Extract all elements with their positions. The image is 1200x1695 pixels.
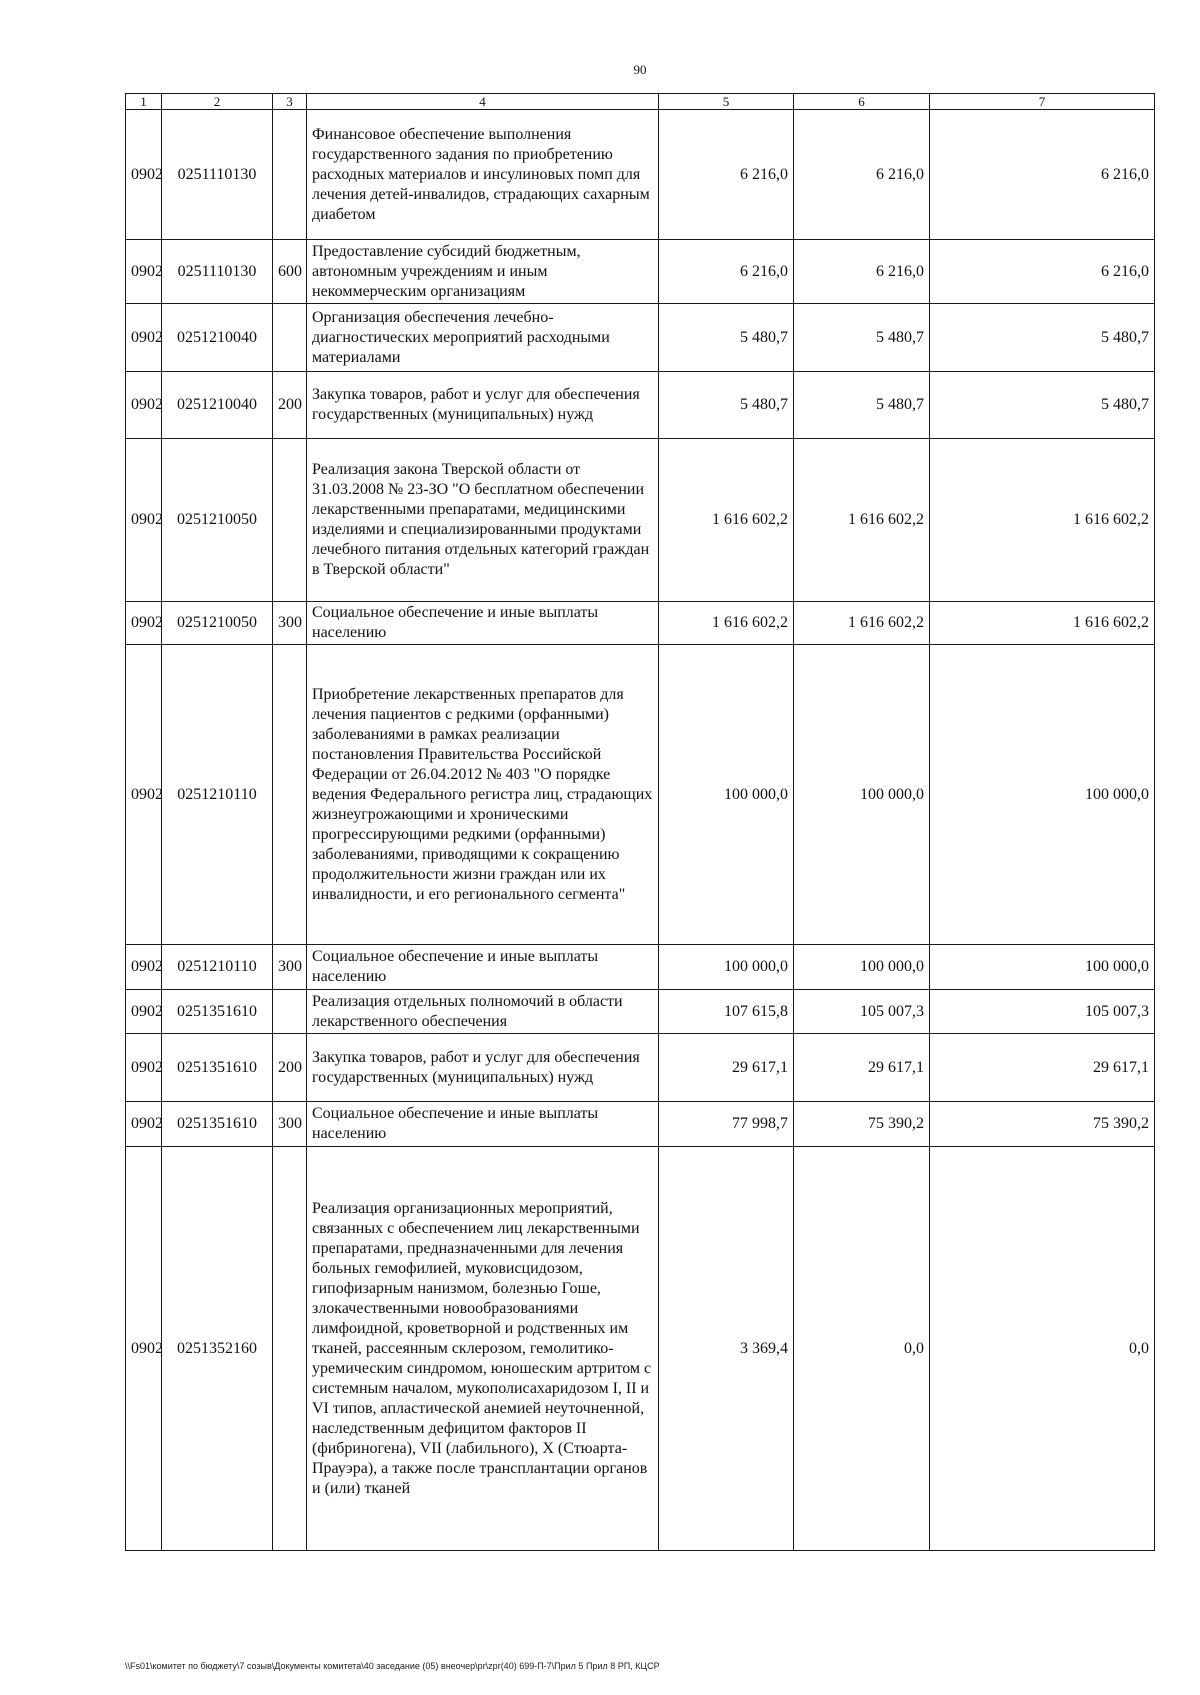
table-row: [126, 1102, 1155, 1147]
amount-col6: 105 007,3: [794, 990, 930, 1034]
section-code: 0902: [126, 240, 162, 304]
target-code: 0251110130: [162, 240, 273, 304]
item-name: Социальное обеспечение и иные выплаты населению: [307, 1102, 659, 1147]
item-name: Организация обеспечения лечебно-диагностических мероприятий расходными материалами: [307, 304, 659, 372]
target-code: 0251210050: [162, 602, 273, 645]
amount-col5: 6 216,0: [659, 240, 794, 304]
amount-col7: 0,0: [930, 1147, 1155, 1551]
column-header: 5: [659, 94, 794, 110]
section-code: 0902: [126, 945, 162, 990]
table-row: [126, 645, 1155, 945]
amount-col7: 5 480,7: [930, 372, 1155, 439]
column-header: 4: [307, 94, 659, 110]
item-name: Социальное обеспечение и иные выплаты населению: [307, 945, 659, 990]
amount-col5: 100 000,0: [659, 645, 794, 945]
amount-col5: 107 615,8: [659, 990, 794, 1034]
amount-col5: 6 216,0: [659, 110, 794, 240]
table-row: [126, 439, 1155, 602]
table-row: [126, 110, 1155, 240]
amount-col6: 1 616 602,2: [794, 439, 930, 602]
page-number: 90: [633, 62, 647, 77]
file-path-footer: \\Fs01\комитет по бюджету\7 созыв\Документы комитета\40 заседание (05) внеочер\pr\zpr(40) 699-П-7\Прил 5 Прил 8 РП, КЦСР: [125, 1661, 660, 1671]
expense-type: 300: [273, 945, 307, 990]
item-name: Реализация отдельных полномочий в области лекарственного обеспечения: [307, 990, 659, 1034]
expense-type: [273, 304, 307, 372]
target-code: 0251210110: [162, 945, 273, 990]
table-row: [126, 990, 1155, 1034]
section-code: 0902: [126, 1147, 162, 1551]
column-header: 6: [794, 94, 930, 110]
table-row: [126, 602, 1155, 645]
amount-col6: 5 480,7: [794, 304, 930, 372]
table-row: [126, 372, 1155, 439]
amount-col6: 75 390,2: [794, 1102, 930, 1147]
amount-col5: 5 480,7: [659, 304, 794, 372]
amount-col5: 1 616 602,2: [659, 439, 794, 602]
amount-col5: 29 617,1: [659, 1034, 794, 1102]
amount-col6: 0,0: [794, 1147, 930, 1551]
amount-col6: 29 617,1: [794, 1034, 930, 1102]
target-code: 0251110130: [162, 110, 273, 240]
target-code: 0251210040: [162, 304, 273, 372]
item-name: Закупка товаров, работ и услуг для обеспечения государственных (муниципальных) нужд: [307, 372, 659, 439]
column-header: 2: [162, 94, 273, 110]
item-name: Приобретение лекарственных препаратов для лечения пациентов с редкими (орфанными) заболеваниями в рамках реализации постановления Правительства Российской Федерации от 26.04.2012 № 403 "О порядке ведения Федерального регистра лиц, страдающих жизнеугрожающими и хроническими прогрессирующими редкими (орфанными) заболеваниями, приводящими к сокращению продолжительности жизни граждан или их инвалидности, и его регионального сегмента": [307, 645, 659, 945]
column-header: 1: [126, 94, 162, 110]
section-code: 0902: [126, 1034, 162, 1102]
table-row: [126, 1147, 1155, 1551]
amount-col6: 6 216,0: [794, 110, 930, 240]
expense-type: [273, 990, 307, 1034]
item-name: Предоставление субсидий бюджетным, автономным учреждениям и иным некоммерческим организациям: [307, 240, 659, 304]
amount-col5: 3 369,4: [659, 1147, 794, 1551]
section-code: 0902: [126, 110, 162, 240]
table-row: [126, 304, 1155, 372]
section-code: 0902: [126, 439, 162, 602]
item-name: Реализация закона Тверской области от 31.03.2008 № 23-ЗО "О бесплатном обеспечении лекарственными препаратами, медицинскими изделиями и специализированными продуктами лечебного питания отдельных категорий граждан в Тверской области": [307, 439, 659, 602]
target-code: 0251351610: [162, 1034, 273, 1102]
amount-col7: 75 390,2: [930, 1102, 1155, 1147]
target-code: 0251352160: [162, 1147, 273, 1551]
target-code: 0251210110: [162, 645, 273, 945]
expense-type: 600: [273, 240, 307, 304]
target-code: 0251351610: [162, 1102, 273, 1147]
expense-type: [273, 1147, 307, 1551]
amount-col5: 77 998,7: [659, 1102, 794, 1147]
amount-col7: 29 617,1: [930, 1034, 1155, 1102]
amount-col5: 5 480,7: [659, 372, 794, 439]
expense-type: 300: [273, 1102, 307, 1147]
table-row: [126, 240, 1155, 304]
amount-col5: 1 616 602,2: [659, 602, 794, 645]
budget-table: [125, 93, 1155, 1551]
section-code: 0902: [126, 602, 162, 645]
expense-type: 200: [273, 372, 307, 439]
table-row: [126, 1034, 1155, 1102]
amount-col7: 6 216,0: [930, 240, 1155, 304]
target-code: 0251351610: [162, 990, 273, 1034]
amount-col6: 5 480,7: [794, 372, 930, 439]
target-code: 0251210040: [162, 372, 273, 439]
section-code: 0902: [126, 645, 162, 945]
target-code: 0251210050: [162, 439, 273, 602]
amount-col7: 100 000,0: [930, 645, 1155, 945]
section-code: 0902: [126, 304, 162, 372]
section-code: 0902: [126, 1102, 162, 1147]
table-row: [126, 945, 1155, 990]
expense-type: 300: [273, 602, 307, 645]
amount-col7: 5 480,7: [930, 304, 1155, 372]
section-code: 0902: [126, 990, 162, 1034]
amount-col7: 105 007,3: [930, 990, 1155, 1034]
expense-type: [273, 645, 307, 945]
expense-type: 200: [273, 1034, 307, 1102]
expense-type: [273, 439, 307, 602]
column-header: 3: [273, 94, 307, 110]
expense-type: [273, 110, 307, 240]
amount-col6: 1 616 602,2: [794, 602, 930, 645]
amount-col7: 100 000,0: [930, 945, 1155, 990]
amount-col6: 100 000,0: [794, 645, 930, 945]
item-name: Реализация организационных мероприятий, связанных с обеспечением лиц лекарственными препаратами, предназначенными для лечения больных гемофилией, муковисцидозом, гипофизарным нанизмом, болезнью Гоше, злокачественными новообразованиями лимфоидной, кроветворной и родственных им тканей, рассеянным склерозом, гемолитико-уремическим синдромом, юношеским артритом с системным началом, мукополисахаридозом I, II и VI типов, апластической анемией неуточненной, наследственным дефицитом факторов II (фибриногена), VII (лабильного), X (Стюарта-Прауэра), а также после трансплантации органов и (или) тканей: [307, 1147, 659, 1551]
amount-col6: 100 000,0: [794, 945, 930, 990]
item-name: Социальное обеспечение и иные выплаты населению: [307, 602, 659, 645]
amount-col6: 6 216,0: [794, 240, 930, 304]
item-name: Финансовое обеспечение выполнения государственного задания по приобретению расходных материалов и инсулиновых помп для лечения детей-инвалидов, страдающих сахарным диабетом: [307, 110, 659, 240]
amount-col7: 6 216,0: [930, 110, 1155, 240]
amount-col7: 1 616 602,2: [930, 439, 1155, 602]
item-name: Закупка товаров, работ и услуг для обеспечения государственных (муниципальных) нужд: [307, 1034, 659, 1102]
column-header: 7: [930, 94, 1155, 110]
amount-col7: 1 616 602,2: [930, 602, 1155, 645]
section-code: 0902: [126, 372, 162, 439]
amount-col5: 100 000,0: [659, 945, 794, 990]
header-row: [126, 94, 1155, 110]
